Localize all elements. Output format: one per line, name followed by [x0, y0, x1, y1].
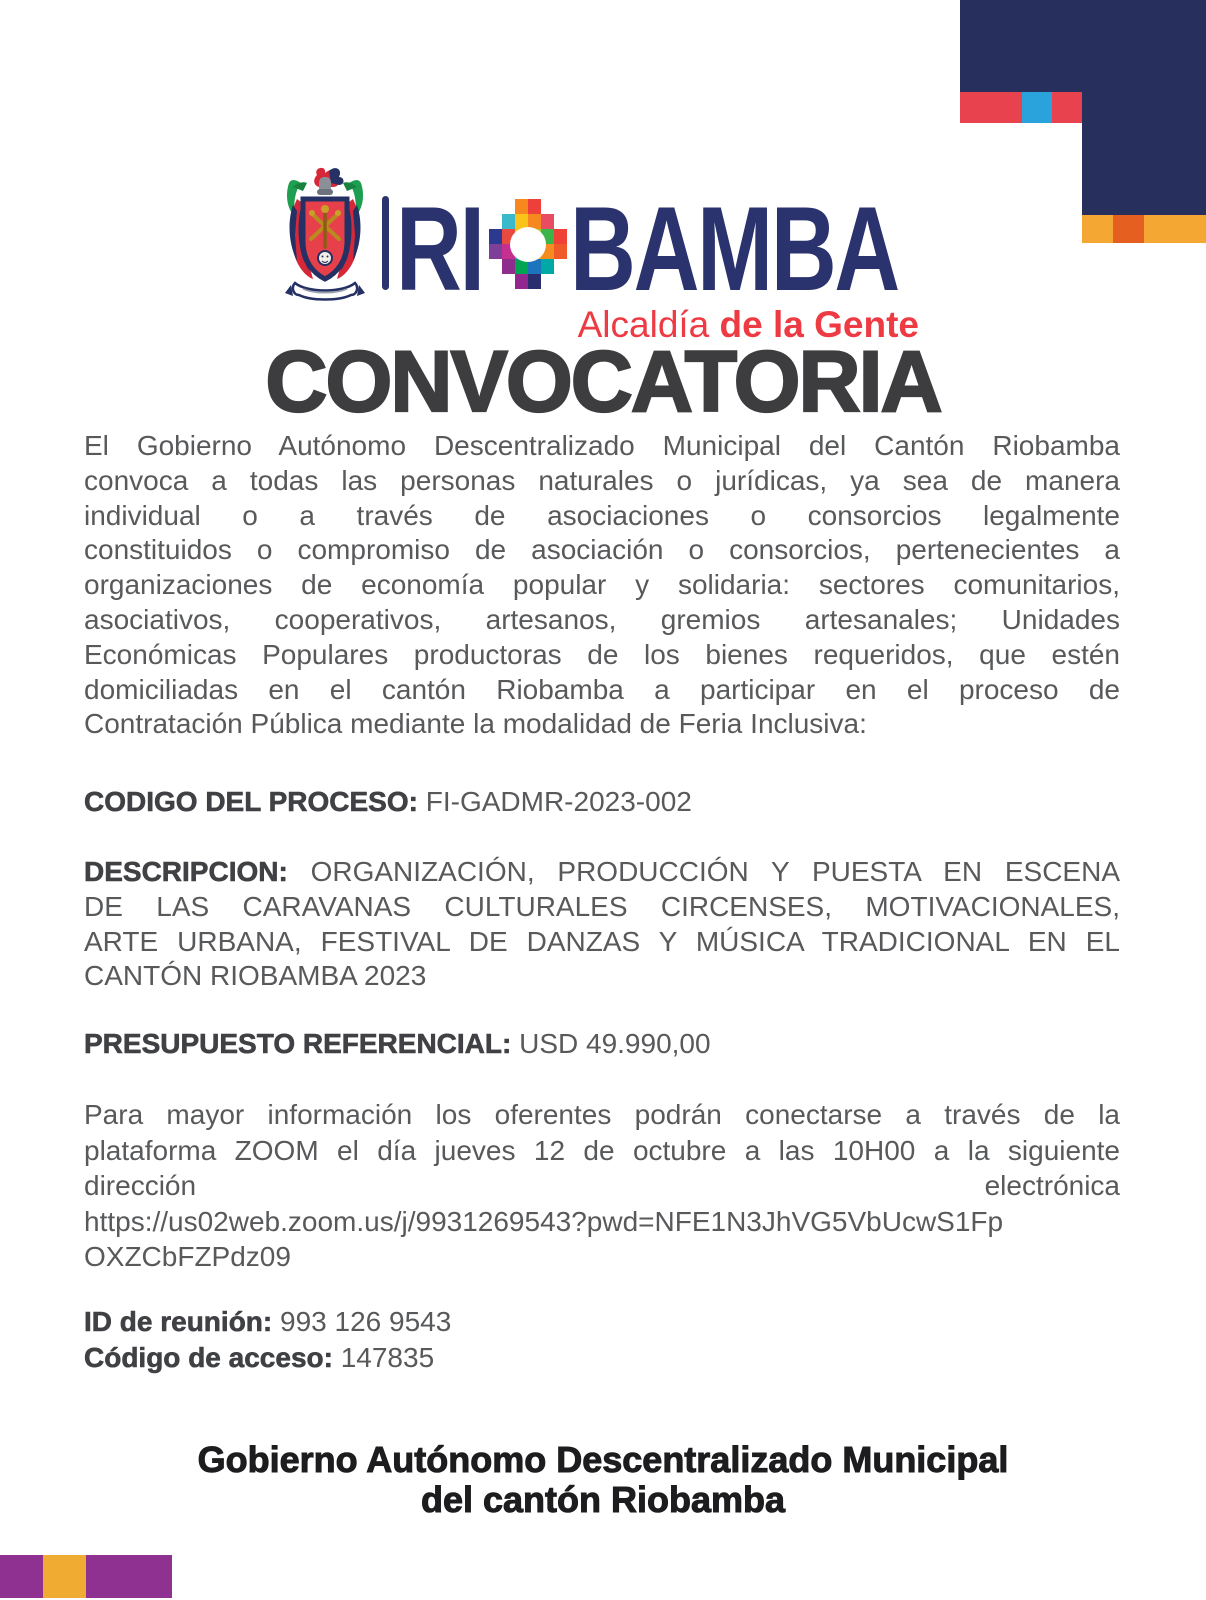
zoom-meeting-link-continued[interactable]: OXZCbFZPdz09 [84, 1241, 291, 1272]
description-line [84, 855, 1120, 890]
meeting-id-row [84, 1304, 1120, 1340]
intro-line: domiciliadas en el cantón Riobamba a participar en el proceso de [84, 673, 1120, 705]
meeting-id-value: 993 126 9543 [280, 1306, 452, 1337]
chakana-cell [554, 244, 567, 259]
chakana-cell [515, 274, 528, 289]
zoom-meeting-link[interactable]: https://us02web.zoom.us/j/9931269543?pwd=NFE1N3JhVG5VbUcwS1Fp [84, 1205, 1004, 1237]
budget-label: PRESUPUESTO REFERENCIAL: [84, 1028, 512, 1059]
intro-line: convoca a todas las personas naturales o jurídicas, ya sea de manera [84, 464, 1120, 496]
access-code-label: Código de acceso: [84, 1341, 333, 1373]
intro-line: El Gobierno Autónomo Descentralizado Municipal del Cantón Riobamba [84, 430, 1120, 461]
meeting-info-word-right: electrónica [984, 1170, 1120, 1201]
meeting-info-line: Para mayor información los oferentes podrán conectarse a través de la [84, 1099, 1120, 1130]
page-title: CONVOCATORIA [265, 334, 941, 430]
intro-line: constituidos o compromiso de asociación o consorcios, pertenecientes a [84, 534, 1120, 566]
corner-decoration-blue-square [1022, 92, 1052, 123]
budget-row [84, 1027, 1120, 1062]
description-line: ARTE URBANA, FESTIVAL DE DANZAS Y MÚSICA TRADICIONAL EN EL [84, 925, 1120, 957]
description-line-rest: ORGANIZACIÓN, PRODUCCIÓN Y PUESTA EN ESCENA [310, 856, 1121, 887]
description-paragraph [84, 855, 1120, 994]
footer-line: del cantón Riobamba [420, 1478, 786, 1520]
process-code-row [84, 785, 1120, 820]
chakana-cell [502, 259, 515, 274]
access-code-value: 147835 [340, 1341, 435, 1373]
chakana-cell [502, 214, 515, 229]
corner-decoration-orange-strip [1082, 215, 1206, 243]
budget-value: USD 49.990,00 [519, 1028, 711, 1059]
access-code-row [84, 1340, 1120, 1376]
tagline-light: Alcaldía [577, 304, 710, 345]
corner-decoration-top-right-navy-column [1082, 0, 1206, 215]
riobamba-logo [283, 165, 933, 345]
description-line: CANTÓN RIOBAMBA 2023 [84, 960, 427, 992]
meeting-info-line: plataforma ZOOM el día jueves 12 de octubre a las 10H00 a la siguiente [84, 1134, 1120, 1166]
intro-line: individual o a través de asociaciones o consorcios legalmente [84, 499, 1120, 531]
description-line: DE LAS CARAVANAS CULTURALES CIRCENSES, MOTIVACIONALES, [84, 890, 1120, 922]
process-code-label: CODIGO DEL PROCESO: [84, 786, 418, 817]
intro-paragraph [84, 429, 1120, 742]
corner-decoration-red-strip [960, 92, 1082, 123]
riobamba-coat-of-arms-icon [283, 165, 367, 306]
meeting-url-line [84, 1239, 1120, 1275]
chakana-cell [541, 214, 554, 229]
process-code-value: FI-GADMR-2023-002 [425, 786, 692, 817]
footer-line: Gobierno Autónomo Descentralizado Municipal [197, 1439, 1009, 1480]
chakana-cell [489, 229, 502, 244]
description-label: DESCRIPCION: [84, 856, 288, 887]
chakana-cell [528, 274, 541, 289]
wordmark-ri: RI [396, 182, 483, 316]
wordmark-bamba: BAMBA [570, 182, 899, 316]
intro-line: organizaciones de economía popular y solidaria: sectores comunitarios, [84, 569, 1120, 601]
intro-line: asociativos, cooperativos, artesanos, gremios artesanales; Unidades [84, 603, 1120, 635]
meeting-credentials [84, 1304, 1120, 1375]
logo-divider-bar [382, 196, 389, 290]
chakana-cell [515, 199, 528, 214]
footer-institution [0, 1440, 1206, 1519]
meeting-info-word-left: dirección [84, 1170, 197, 1201]
meeting-id-label: ID de reunión: [84, 1306, 273, 1337]
intro-line: Económicas Populares productoras de los bienes requeridos, que estén [84, 638, 1120, 670]
meeting-info-line [84, 1168, 1120, 1204]
chakana-cell [489, 244, 502, 259]
chakana-cell [528, 199, 541, 214]
corner-decoration-yellow-square [43, 1555, 86, 1598]
chakana-cell [554, 229, 567, 244]
corner-decoration-dark-orange-square [1113, 215, 1144, 243]
chakana-cell [541, 259, 554, 274]
chakana-center-circle [510, 227, 546, 262]
tagline-bold: de la Gente [719, 304, 919, 345]
meeting-url-line [84, 1204, 1120, 1240]
intro-line: Contratación Pública mediante la modalidad de Feria Inclusiva: [84, 708, 867, 740]
chakana-icon [489, 199, 567, 289]
corner-decoration-purple-strip [0, 1555, 172, 1598]
corner-decoration-top-right-navy-left [960, 0, 1082, 92]
meeting-info-paragraph [84, 1097, 1120, 1275]
